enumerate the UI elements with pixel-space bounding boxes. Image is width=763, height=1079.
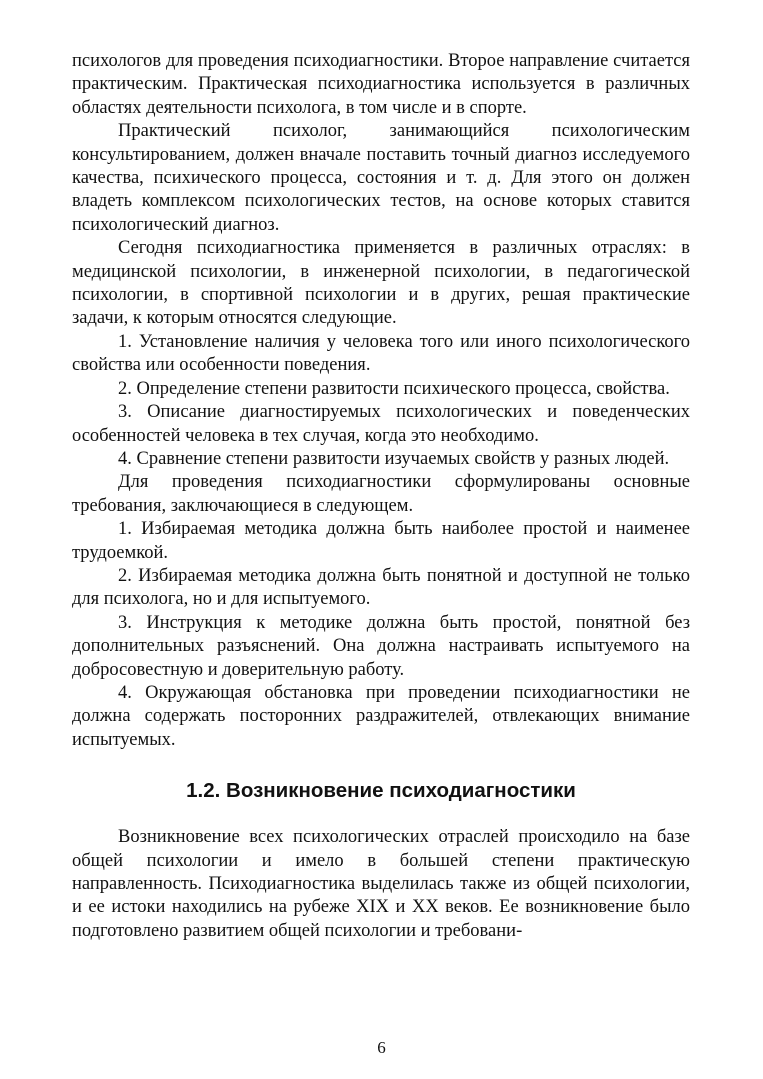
section-heading: 1.2. Возникновение психодиагностики	[186, 779, 576, 803]
document-page	[72, 50, 690, 943]
page-number: 6	[377, 1038, 386, 1057]
list-item-requirement-4: 4. Окружающая обстановка при проведении психодиагностики не должна содержать посторонних раздражителей, отвлекающих внимание испытуемых.	[72, 682, 690, 750]
list-item-task-2: 2. Определение степени развитости психического процесса, свойства.	[118, 378, 670, 399]
list-item-task-1: 1. Установление наличия у человека того или иного психологического свойства или особенности поведения.	[72, 331, 690, 376]
list-item-requirement-2: 2. Избираемая методика должна быть понятной и доступной не только для психолога, но и для испытуемого.	[72, 565, 690, 610]
paragraph-practical-psychologist: Практический психолог, занимающийся психологическим консультированием, должен вначале поставить точный диагноз исследуемого качества, психического процесса, состояния и т. д. Для этого он должен владеть комплексом психологических тестов, на основе которых ставится психологический диагноз.	[72, 121, 690, 235]
paragraph-applications: Сегодня психодиагностика применяется в различных отраслях: в медицинской психологии, в инженерной психологии, в педагогической психологии, в спортивной психологии и в других, решая практические задачи, к которым относятся следующие.	[72, 238, 690, 329]
list-item-requirement-3: 3. Инструкция к методике должна быть простой, понятной без дополнительных разъяснений. Она должна настраивать испытуемого на добросовестную и доверительную работу.	[72, 612, 690, 680]
list-item-requirement-1: 1. Избираемая методика должна быть наиболее простой и наименее трудоемкой.	[72, 519, 690, 563]
list-item-task-4: 4. Сравнение степени развитости изучаемых свойств у разных людей.	[118, 448, 670, 469]
paragraph-requirements-intro: Для проведения психодиагностики сформулированы основные требования, заключающиеся в следующем.	[72, 472, 690, 516]
paragraph-continuation: психологов для проведения психодиагностики. Второе направление считается практическим. Практическая психодиагностика используется в различных областях деятельности психолога, в том числе и в спорте.	[72, 51, 690, 118]
paragraph-origin: Возникновение всех психологических отраслей происходило на базе общей психологии и имело в большей степени практическую направленность. Психодиагностика выделилась также из общей психологии, и ее истоки находились на рубеже XIX и XX веков. Ее возникновение было подготовлено развитием общей психологии и требовани-	[72, 827, 690, 941]
list-item-task-3: 3. Описание диагностируемых психологических и поведенческих особенностей человека в тех случая, когда это необходимо.	[72, 402, 690, 446]
